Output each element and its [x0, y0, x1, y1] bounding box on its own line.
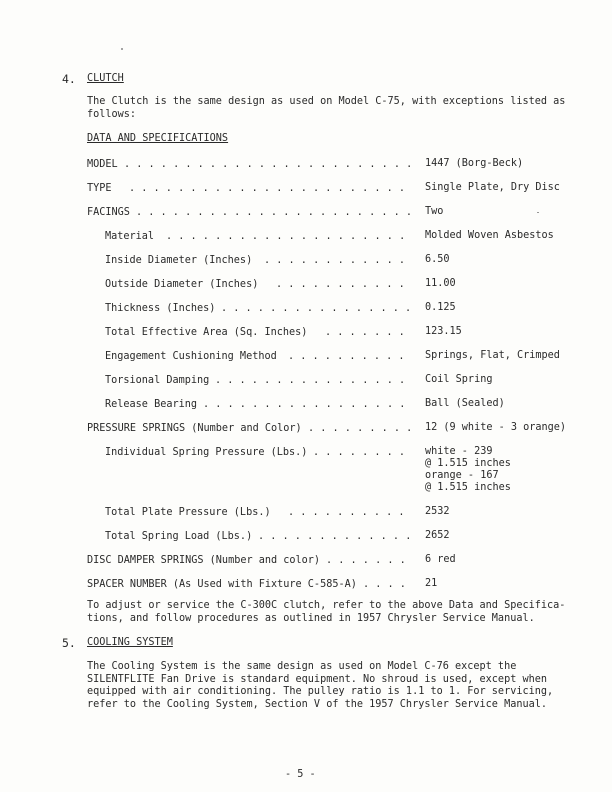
spec-value: [425, 398, 505, 410]
spec-value-line: white - 239: [425, 446, 493, 457]
spec-value-line: Coil Spring: [425, 374, 493, 385]
spec-row: [0, 422, 612, 436]
spec-value-line: Ball (Sealed): [425, 398, 505, 409]
spec-row: [0, 326, 612, 340]
spec-value-line: 0.125: [425, 302, 456, 313]
spec-value-line: Molded Woven Asbestos: [425, 230, 554, 241]
spec-label: PRESSURE SPRINGS (Number and Color): [87, 423, 302, 434]
dot-leader: . . . . . . . . . . . .: [264, 255, 406, 266]
spec-value: [425, 554, 456, 566]
spec-value-line: Springs, Flat, Crimped: [425, 350, 560, 361]
spec-value-line: Two: [425, 206, 444, 217]
spec-value-line: 12 (9 white - 3 orange): [425, 422, 567, 433]
spec-value-line: 6.50: [425, 254, 450, 265]
intro-line: The Clutch is the same design as used on Model C-75, with exceptions listed as: [87, 96, 566, 107]
spec-value-line: 2532: [425, 506, 450, 517]
section-4-closing: [87, 600, 565, 625]
body-line: The Cooling System is the same design as used on Model C-76 except the: [87, 661, 517, 672]
dot-leader: . . . . . . . . . . . . . . . . . . . . . . . .: [124, 159, 413, 170]
page-number: - 5 -: [285, 769, 316, 780]
spec-row: [0, 446, 612, 493]
spec-value-line: Single Plate, Dry Disc: [425, 182, 560, 193]
dot-leader: . . . . . . . . . . .: [276, 279, 405, 290]
spec-value: [425, 230, 554, 242]
spec-label: Thickness (Inches): [105, 303, 216, 314]
spec-row: [0, 230, 612, 244]
dot-leader: . . . . . . . . . . . . .: [258, 531, 412, 542]
section-4-intro: [87, 96, 565, 121]
closing-line: To adjust or service the C-300C clutch, refer to the above Data and Specifica-: [87, 600, 566, 611]
spec-label: Inside Diameter (Inches): [105, 255, 253, 266]
spec-value: [425, 446, 511, 494]
spec-row: [0, 374, 612, 388]
spec-row: [0, 254, 612, 268]
spec-label: Total Effective Area (Sq. Inches): [105, 327, 308, 338]
dot-leader: . . . . . . . . . . . . . . . . . . . . . . .: [136, 207, 413, 218]
body-line: refer to the Cooling System, Section V of the 1957 Chrysler Service Manual.: [87, 698, 548, 710]
spec-label: Total Plate Pressure (Lbs.): [105, 507, 271, 518]
spec-value-line: 1447 (Borg-Beck): [425, 158, 524, 169]
spec-value: [425, 422, 566, 434]
spec-value: [425, 254, 450, 266]
spec-label: Release Bearing: [105, 399, 198, 410]
dot-leader: . . . . . . . . . . . . . . . .: [221, 303, 412, 314]
spec-row: [0, 350, 612, 364]
spec-row: [0, 506, 612, 520]
dot-leader: . . . . . . .: [326, 555, 406, 566]
spec-label: DISC DAMPER SPRINGS (Number and color): [87, 555, 321, 566]
spec-value: [425, 278, 456, 290]
section-4-number: 4.: [62, 72, 76, 86]
spec-value-line: orange - 167: [425, 470, 499, 481]
spec-value: [425, 302, 456, 314]
spec-label: TYPE: [87, 183, 112, 194]
spec-label: Engagement Cushioning Method: [105, 351, 277, 362]
spec-value: [425, 182, 560, 194]
dot-leader: . . . . . . . . . .: [288, 351, 405, 362]
spec-label: MODEL: [87, 159, 118, 170]
spec-label: Material: [105, 231, 155, 242]
dot-leader: . . . .: [363, 579, 406, 590]
spec-label: Total Spring Load (Lbs.): [105, 531, 253, 542]
spec-value-line: @ 1.515 inches: [425, 458, 511, 469]
dot-leader: . . . . . . . . . . . . . . . . .: [203, 399, 406, 410]
spec-row: [0, 182, 612, 196]
dot-leader: . . . . . . . . . .: [288, 507, 405, 518]
spec-label: FACINGS: [87, 207, 130, 218]
section-5-number: 5.: [62, 636, 76, 650]
spec-value: [425, 350, 560, 362]
dot-leader: . . . . . . .: [325, 327, 405, 338]
spec-value-line: 6 red: [425, 554, 456, 565]
spec-row: [0, 530, 612, 544]
spec-value: [425, 506, 450, 518]
intro-line: follows:: [87, 108, 137, 120]
spec-label: Torsional Damping: [105, 375, 210, 386]
spec-value: [425, 530, 450, 542]
body-line: SILENTFLITE Fan Drive is standard equipment. No shroud is used, except when: [87, 673, 548, 685]
scan-speck: [121, 48, 123, 50]
spec-value: [425, 206, 443, 218]
spec-label: Outside Diameter (Inches): [105, 279, 259, 290]
spec-value: [425, 326, 462, 338]
section-5-title: COOLING SYSTEM: [87, 637, 173, 648]
dot-leader: . . . . . . . .: [313, 447, 406, 458]
data-specs-heading: DATA AND SPECIFICATIONS: [87, 133, 229, 144]
spec-value: [425, 578, 437, 590]
section-4-title: CLUTCH: [87, 73, 124, 84]
spec-label: Individual Spring Pressure (Lbs.): [105, 447, 308, 458]
spec-row: [0, 578, 612, 592]
dot-leader: . . . . . . . . . . . . . . . . . . . . . . .: [129, 183, 406, 194]
spec-value-line: 123.15: [425, 326, 462, 337]
closing-line: tions, and follow procedures as outlined in 1957 Chrysler Service Manual.: [87, 612, 535, 624]
dot-leader: . . . . . . . . . . . . . . . . . . . .: [166, 231, 406, 242]
spec-row: [0, 206, 612, 220]
spec-value: [425, 374, 492, 386]
spec-row: [0, 398, 612, 412]
body-line: equipped with air conditioning. The pulley ratio is 1.1 to 1. For servicing,: [87, 686, 554, 697]
section-5-body: [87, 661, 553, 711]
spec-row: [0, 302, 612, 316]
spec-value-line: 21: [425, 578, 438, 589]
spec-row: [0, 278, 612, 292]
spec-value: [425, 158, 523, 170]
spec-value-line: 11.00: [425, 278, 456, 289]
dot-leader: . . . . . . . . .: [308, 423, 413, 434]
spec-row: [0, 554, 612, 568]
spec-value-line: 2652: [425, 530, 450, 541]
spec-value-line: @ 1.515 inches: [425, 482, 511, 493]
spec-row: [0, 158, 612, 172]
spec-label: SPACER NUMBER (As Used with Fixture C-585-A): [87, 579, 357, 590]
dot-leader: . . . . . . . . . . . . . . . .: [215, 375, 406, 386]
